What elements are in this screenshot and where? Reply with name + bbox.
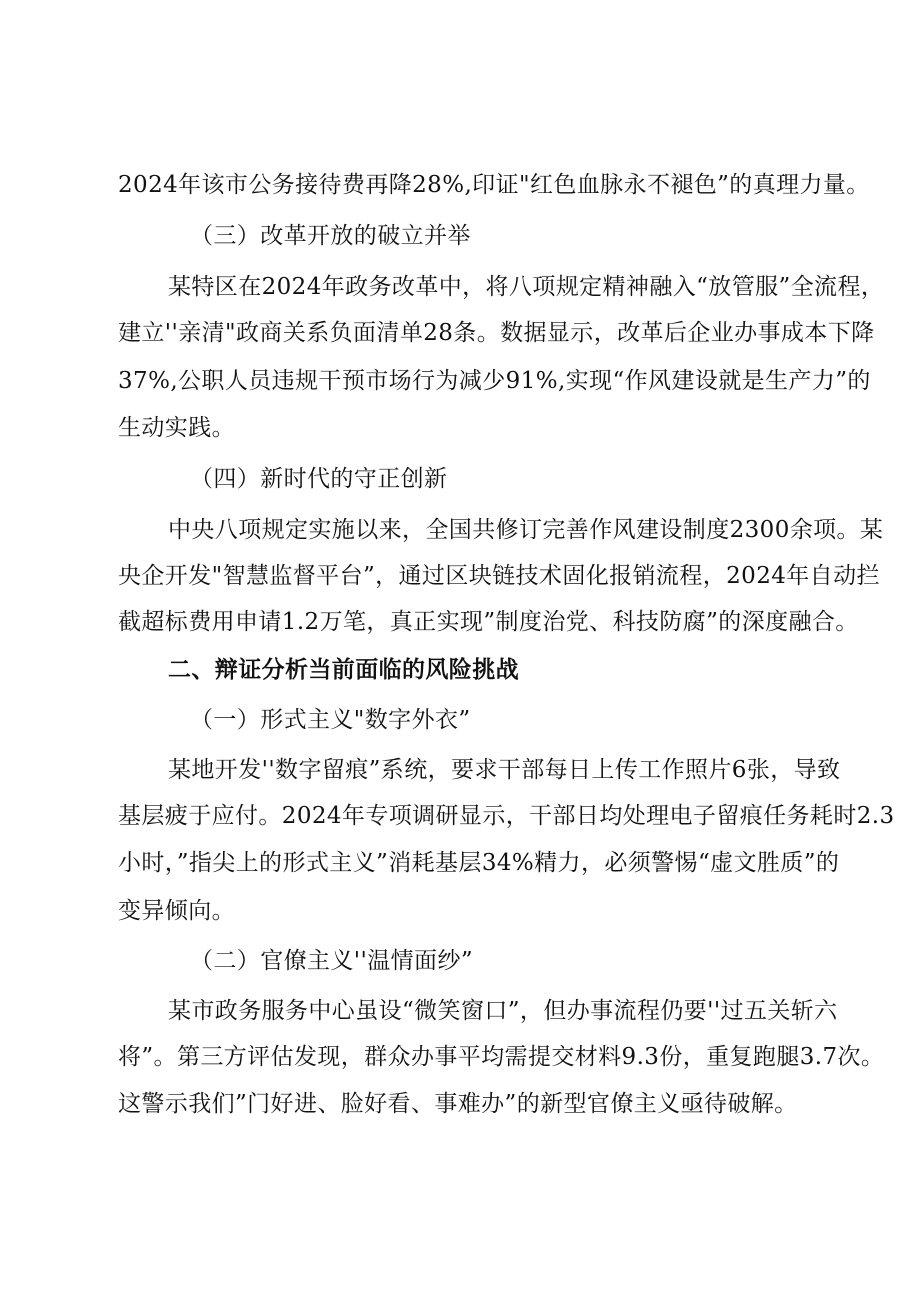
paragraph-line: 某特区在2024年政务改革中，将八项规定精神融入“放管服”全流程， [168, 274, 885, 300]
paragraph-line: 将”。第三方评估发现，群众办事平均需提交材料9.3份，重复跑腿3.7次。 [118, 1044, 885, 1070]
paragraph-line: 这警示我们”门好进、脸好看、事难办”的新型官僚主义亟待破解。 [118, 1091, 798, 1117]
section-heading: （四）新时代的守正创新 [190, 466, 448, 492]
section-heading: （三）改革开放的破立并举 [190, 223, 471, 249]
paragraph-line: 小时，”指尖上的形式主义”消耗基层34%精力，必须警惕“虚文胜质”的 [118, 850, 840, 876]
paragraph-line: 建立''亲清"政商关系负面清单28条。数据显示，改革后企业办事成本下降 [118, 320, 875, 346]
paragraph-line: 央企开发"智慧监督平台”，通过区块链技术固化报销流程，2024年自动拦 [118, 563, 880, 589]
chapter-heading: 二、辩证分析当前面临的风险挑战 [168, 656, 519, 683]
paragraph-line: 截超标费用申请1.2万笔，真正实现”制度治党、科技防腐”的深度融合。 [118, 609, 859, 635]
paragraph-line: 37%,公职人员违规干预市场行为减少91%,实现“作风建设就是生产力”的 [118, 368, 871, 394]
paragraph-line: 中央八项规定实施以来，全国共修订完善作风建设制度2300余项。某 [168, 517, 884, 543]
section-heading: （一）形式主义"数字外衣” [190, 707, 471, 733]
paragraph-line: 某市政务服务中心虽设“微笑窗口”，但办事流程仍要''过五关斩六 [168, 998, 838, 1024]
paragraph-line: 生动实践。 [118, 415, 235, 441]
paragraph-line: 基层疲于应付。2024年专项调研显示，干部日均处理电子留痕任务耗时2.3 [118, 803, 895, 829]
paragraph-line: 变异倾向。 [118, 898, 235, 924]
paragraph-line: 某地开发''数字留痕”系统，要求干部每日上传工作照片6张，导致 [168, 757, 841, 783]
paragraph-line: 2024年该市公务接待费再降28%,印证"红色血脉永不褪色”的真理力量。 [118, 172, 870, 198]
section-heading: （二）官僚主义''温情面纱” [190, 948, 474, 974]
